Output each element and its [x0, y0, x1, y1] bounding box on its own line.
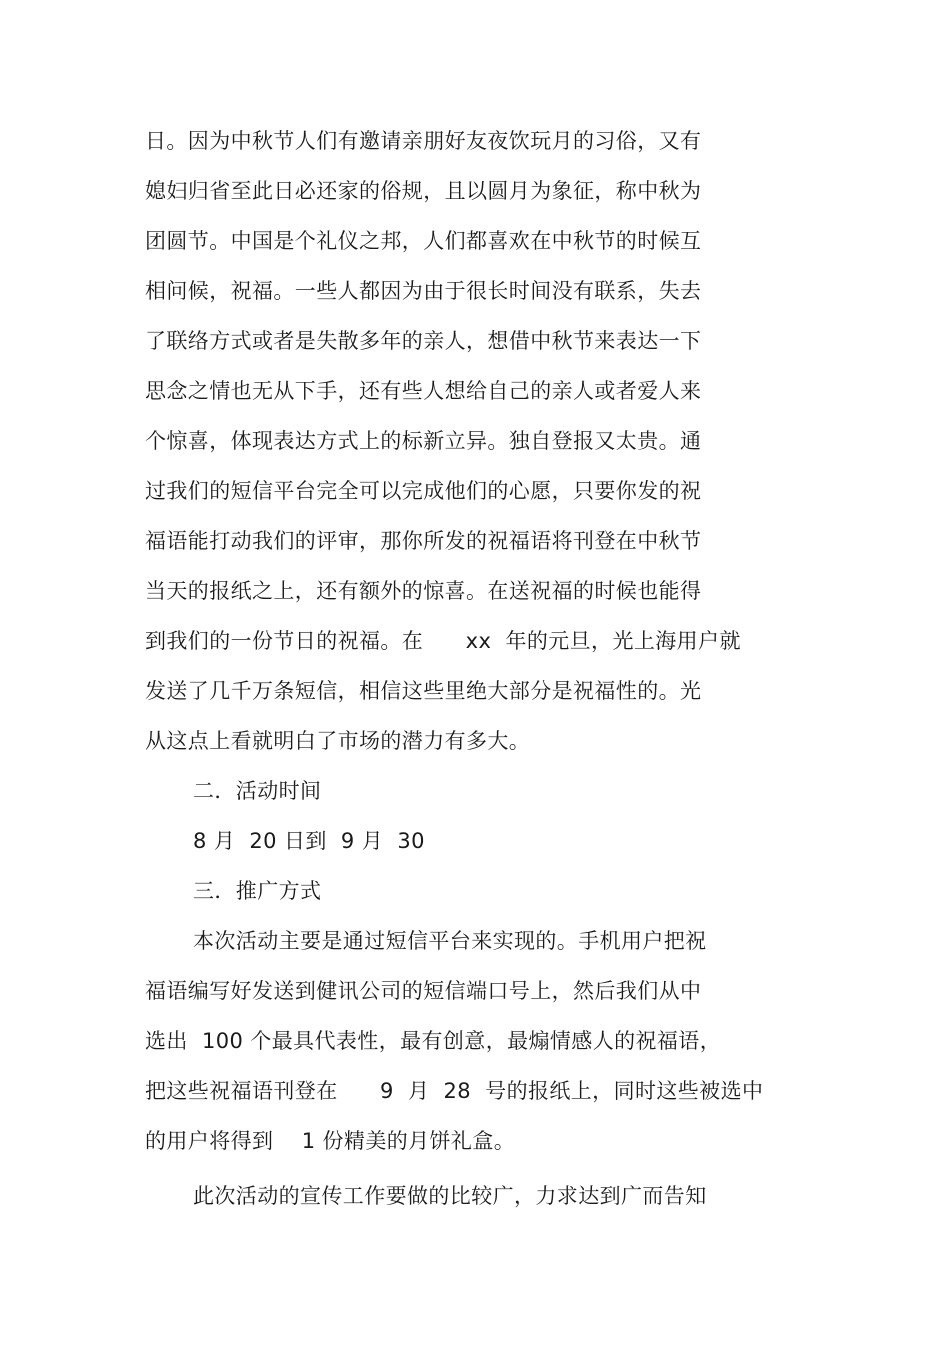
paragraph-line: 相问候，祝福。一些人都因为由于很长时间没有联系，失去	[145, 279, 702, 303]
paragraph-line: 媳妇归省至此日必还家的俗规，且以圆月为象征，称中秋为	[145, 179, 702, 203]
section-heading-promotion-method: 三．推广方式	[193, 879, 322, 903]
paragraph-line: 个惊喜，体现表达方式上的标新立异。独自登报又太贵。通	[145, 429, 702, 453]
paragraph-line: 把这些祝福语刊登在 9 月 28 号的报纸上，同时这些被选中	[145, 1079, 764, 1103]
paragraph-line: 选出 100 个最具代表性，最有创意，最煽情感人的祝福语，	[145, 1029, 722, 1053]
paragraph-line: 福语能打动我们的评审，那你所发的祝福语将刊登在中秋节	[145, 529, 702, 553]
activity-dates: 8 月 20 日到 9 月 30	[193, 829, 425, 853]
paragraph-line: 过我们的短信平台完全可以完成他们的心愿，只要你发的祝	[145, 479, 702, 503]
paragraph-line: 福语编写好发送到健讯公司的短信端口号上，然后我们从中	[145, 979, 702, 1003]
paragraph-line: 日。因为中秋节人们有邀请亲朋好友夜饮玩月的习俗，又有	[145, 129, 702, 153]
paragraph-line: 的用户将得到 1 份精美的月饼礼盒。	[145, 1129, 516, 1153]
paragraph-line: 团圆节。中国是个礼仪之邦，人们都喜欢在中秋节的时候互	[145, 229, 702, 253]
paragraph-line: 从这点上看就明白了市场的潜力有多大。	[145, 729, 531, 753]
paragraph-line: 了联络方式或者是失散多年的亲人，想借中秋节来表达一下	[145, 329, 702, 353]
paragraph-line: 此次活动的宣传工作要做的比较广，力求达到广而告知	[193, 1184, 707, 1208]
paragraph-line: 当天的报纸之上，还有额外的惊喜。在送祝福的时候也能得	[145, 579, 702, 603]
paragraph-line: 思念之情也无从下手，还有些人想给自己的亲人或者爱人来	[145, 379, 702, 403]
paragraph-line: 本次活动主要是通过短信平台来实现的。手机用户把祝	[193, 929, 707, 953]
paragraph-line: 发送了几千万条短信，相信这些里绝大部分是祝福性的。光	[145, 679, 702, 703]
section-heading-activity-time: 二．活动时间	[193, 779, 322, 803]
paragraph-line: 到我们的一份节日的祝福。在 xx 年的元旦，光上海用户就	[145, 629, 741, 653]
